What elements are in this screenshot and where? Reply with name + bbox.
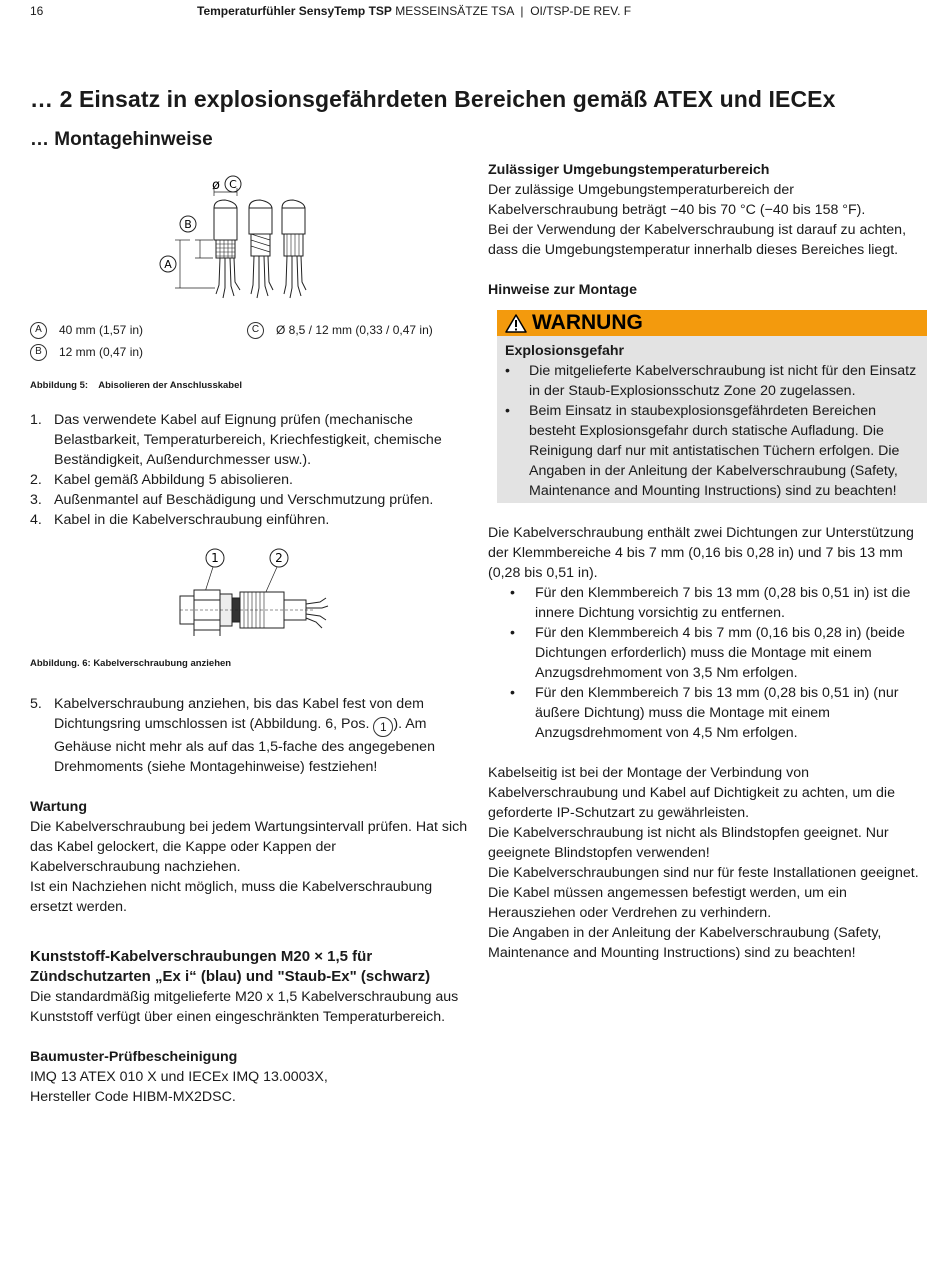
label-pos-2: 2 xyxy=(275,551,283,565)
type-examination-text: Hersteller Code HIBM-MX2DSC. xyxy=(30,1089,236,1105)
document-reference: MESSEINSÄTZE TSA | OI/TSP-DE REV. F xyxy=(391,4,632,18)
figure-legend xyxy=(30,320,470,366)
mounting-notes-title: Hinweise zur Montage xyxy=(488,282,637,298)
label-c: C xyxy=(229,178,237,191)
ambient-temperature-title: Zulässiger Umgebungstemperaturbereich xyxy=(488,162,770,178)
legend-text: 40 mm (1,57 in) xyxy=(59,323,144,337)
warning-list xyxy=(505,361,919,501)
warning-header xyxy=(497,310,927,336)
position-marker: 1 xyxy=(373,717,393,737)
legend-item-b xyxy=(30,342,143,362)
legend-item-c xyxy=(247,320,433,340)
figure-cable-stripping xyxy=(30,170,470,320)
steps-list xyxy=(30,410,470,530)
list-item: 2. Kabel gemäß Abbildung 5 abisolieren. xyxy=(30,472,293,488)
legend-key: A xyxy=(30,322,47,339)
warning-box xyxy=(497,310,927,503)
cable-gland-diagram xyxy=(30,544,470,644)
right-column xyxy=(488,160,924,963)
type-examination-title: Baumuster-Prüfbescheinigung xyxy=(30,1049,238,1065)
type-examination-section xyxy=(30,1047,470,1107)
warning-label: WARNUNG xyxy=(532,311,643,334)
maintenance-section xyxy=(30,797,470,917)
legend-item-a xyxy=(30,320,143,340)
maintenance-title: Wartung xyxy=(30,799,87,815)
closing-notes xyxy=(488,763,924,963)
closing-text: Die Kabelverschraubung ist nicht als Blindstopfen geeignet. Nur geeignete Blindstopfen verwenden! xyxy=(488,825,889,861)
warning-body xyxy=(497,336,927,503)
plastic-gland-text: Die standardmäßig mitgelieferte M20 x 1,5 Kabelverschraubung aus Kunststoff verfügt über einen eingeschränkten Temperaturbereich. xyxy=(30,989,459,1025)
maintenance-text: Die Kabelverschraubung bei jedem Wartungsintervall prüfen. Hat sich das Kabel gelockert, die Kappe oder Kappen der Kabelverschraubung nachziehen. xyxy=(30,819,468,875)
list-item: • Für den Klemmbereich 7 bis 13 mm (0,28 bis 0,51 in) ist die innere Dichtung vorsichtig zu entfernen. xyxy=(488,583,924,623)
step-5 xyxy=(30,694,470,777)
legend-text: 12 mm (0,47 in) xyxy=(59,345,144,359)
label-b: B xyxy=(184,218,192,231)
left-column xyxy=(30,170,470,1107)
figure-cable-gland xyxy=(30,544,470,654)
diameter-symbol: ø xyxy=(212,178,220,193)
plastic-gland-title: Kunststoff-Kabelverschraubungen M20 × 1,5 für Zündschutzarten „Ex i“ (blau) und "Staub-Ex" (schwarz) xyxy=(30,948,431,985)
closing-text: Die Angaben in der Anleitung der Kabelverschraubung (Safety, Maintenance and Mounting Instructions) sind zu beachten! xyxy=(488,925,882,961)
list-item: • Für den Klemmbereich 4 bis 7 mm (0,16 bis 0,28 in) (beide Dichtungen erforderlich) muss die Montage mit einem Anzugsdrehmoment von 3,5 Nm erfolgen. xyxy=(488,623,924,683)
page-number: 16 xyxy=(30,4,44,18)
list-item: 5. Kabelverschraubung anziehen, bis das Kabel fest von dem Dichtungsring umschlossen ist (Abbildung. 6, Pos. 1 ). Am Gehäuse nicht mehr als auf das 1,5-fache des angegebenen Drehmoments (siehe Montagehinweise) festziehen! xyxy=(30,696,435,775)
legend-text: Ø 8,5 / 12 mm (0,33 / 0,47 in) xyxy=(276,323,433,337)
ambient-temperature-text: Bei der Verwendung der Kabelverschraubung ist darauf zu achten, dass die Umgebungstemperatur innerhalb dieses Bereiches liegt. xyxy=(488,222,907,258)
plastic-gland-section xyxy=(30,947,470,1027)
maintenance-text: Ist ein Nachziehen nicht möglich, muss die Kabelverschraubung ersetzt werden. xyxy=(30,879,433,915)
type-examination-text: IMQ 13 ATEX 010 X und IECEx IMQ 13.0003X, xyxy=(30,1069,328,1085)
subsection-heading: … Montagehinweise xyxy=(30,129,213,150)
section-heading: … 2 Einsatz in explosionsgefährdeten Bereichen gemäß ATEX und IECEx xyxy=(30,86,836,112)
list-item: 1. Das verwendete Kabel auf Eignung prüfen (mechanische Belastbarkeit, Temperaturbereich, Kriechfestigkeit, chemische Beständigkeit, Außendurchmesser usw.). xyxy=(30,412,442,468)
closing-text: Kabelseitig ist bei der Montage der Verbindung von Kabelverschraubung und Kabel auf Dichtigkeit zu achten, um die geforderte IP-Schutzart zu gewährleisten. xyxy=(488,765,895,821)
product-name: Temperaturfühler SensyTemp TSP xyxy=(197,4,392,18)
legend-key: B xyxy=(30,344,47,361)
warning-triangle-icon xyxy=(505,314,527,333)
legend-key: C xyxy=(247,322,264,339)
list-item: • Beim Einsatz in staubexplosionsgefährdeten Bereichen besteht Explosionsgefahr durch statische Aufladung. Die Reinigung darf nur mit antistatischen Tüchern erfolgen. Die Angaben in der Anleitung der Kabelverschraubung (Safety, Maintenance and Mounting Instructions) sind zu beachten! xyxy=(505,401,919,501)
list-item: 4. Kabel in die Kabelverschraubung einführen. xyxy=(30,512,330,528)
seals-section xyxy=(488,523,924,743)
warning-subtitle: Explosionsgefahr xyxy=(505,343,625,359)
label-pos-1: 1 xyxy=(211,551,219,565)
list-item: • Die mitgelieferte Kabelverschraubung ist nicht für den Einsatz in der Staub-Explosionsschutz Zone 20 zugelassen. xyxy=(505,361,919,401)
list-item: • Für den Klemmbereich 7 bis 13 mm (0,28 bis 0,51 in) (nur äußere Dichtung) muss die Montage mit einem Anzugsdrehmoment von 4,5 Nm erfolgen. xyxy=(488,683,924,743)
seals-intro: Die Kabelverschraubung enthält zwei Dichtungen zur Unterstützung der Klemmbereiche 4 bis 7 mm (0,16 bis 0,28 in) und 7 bis 13 mm (0,28 bis 0,51 in). xyxy=(488,525,914,581)
seals-list xyxy=(488,583,924,743)
figure-caption: Abbildung 5: Abisolieren der Anschlusskabel xyxy=(30,380,243,391)
figure-caption: Abbildung. 6: Kabelverschraubung anziehen xyxy=(30,658,232,669)
label-a: A xyxy=(164,258,172,271)
ambient-temperature-section xyxy=(488,160,924,260)
closing-text: Die Kabelverschraubungen sind nur für feste Installationen geeignet. xyxy=(488,865,919,881)
list-item: 3. Außenmantel auf Beschädigung und Verschmutzung prüfen. xyxy=(30,492,434,508)
cable-stripping-diagram xyxy=(30,170,470,320)
ambient-temperature-text: Der zulässige Umgebungstemperaturbereich der Kabelverschraubung beträgt −40 bis 70 °C (−40 bis 158 °F). xyxy=(488,182,866,218)
closing-text: Die Kabel müssen angemessen befestigt werden, um ein Herausziehen oder Verdrehen zu verhindern. xyxy=(488,885,847,921)
document-title xyxy=(197,4,631,18)
